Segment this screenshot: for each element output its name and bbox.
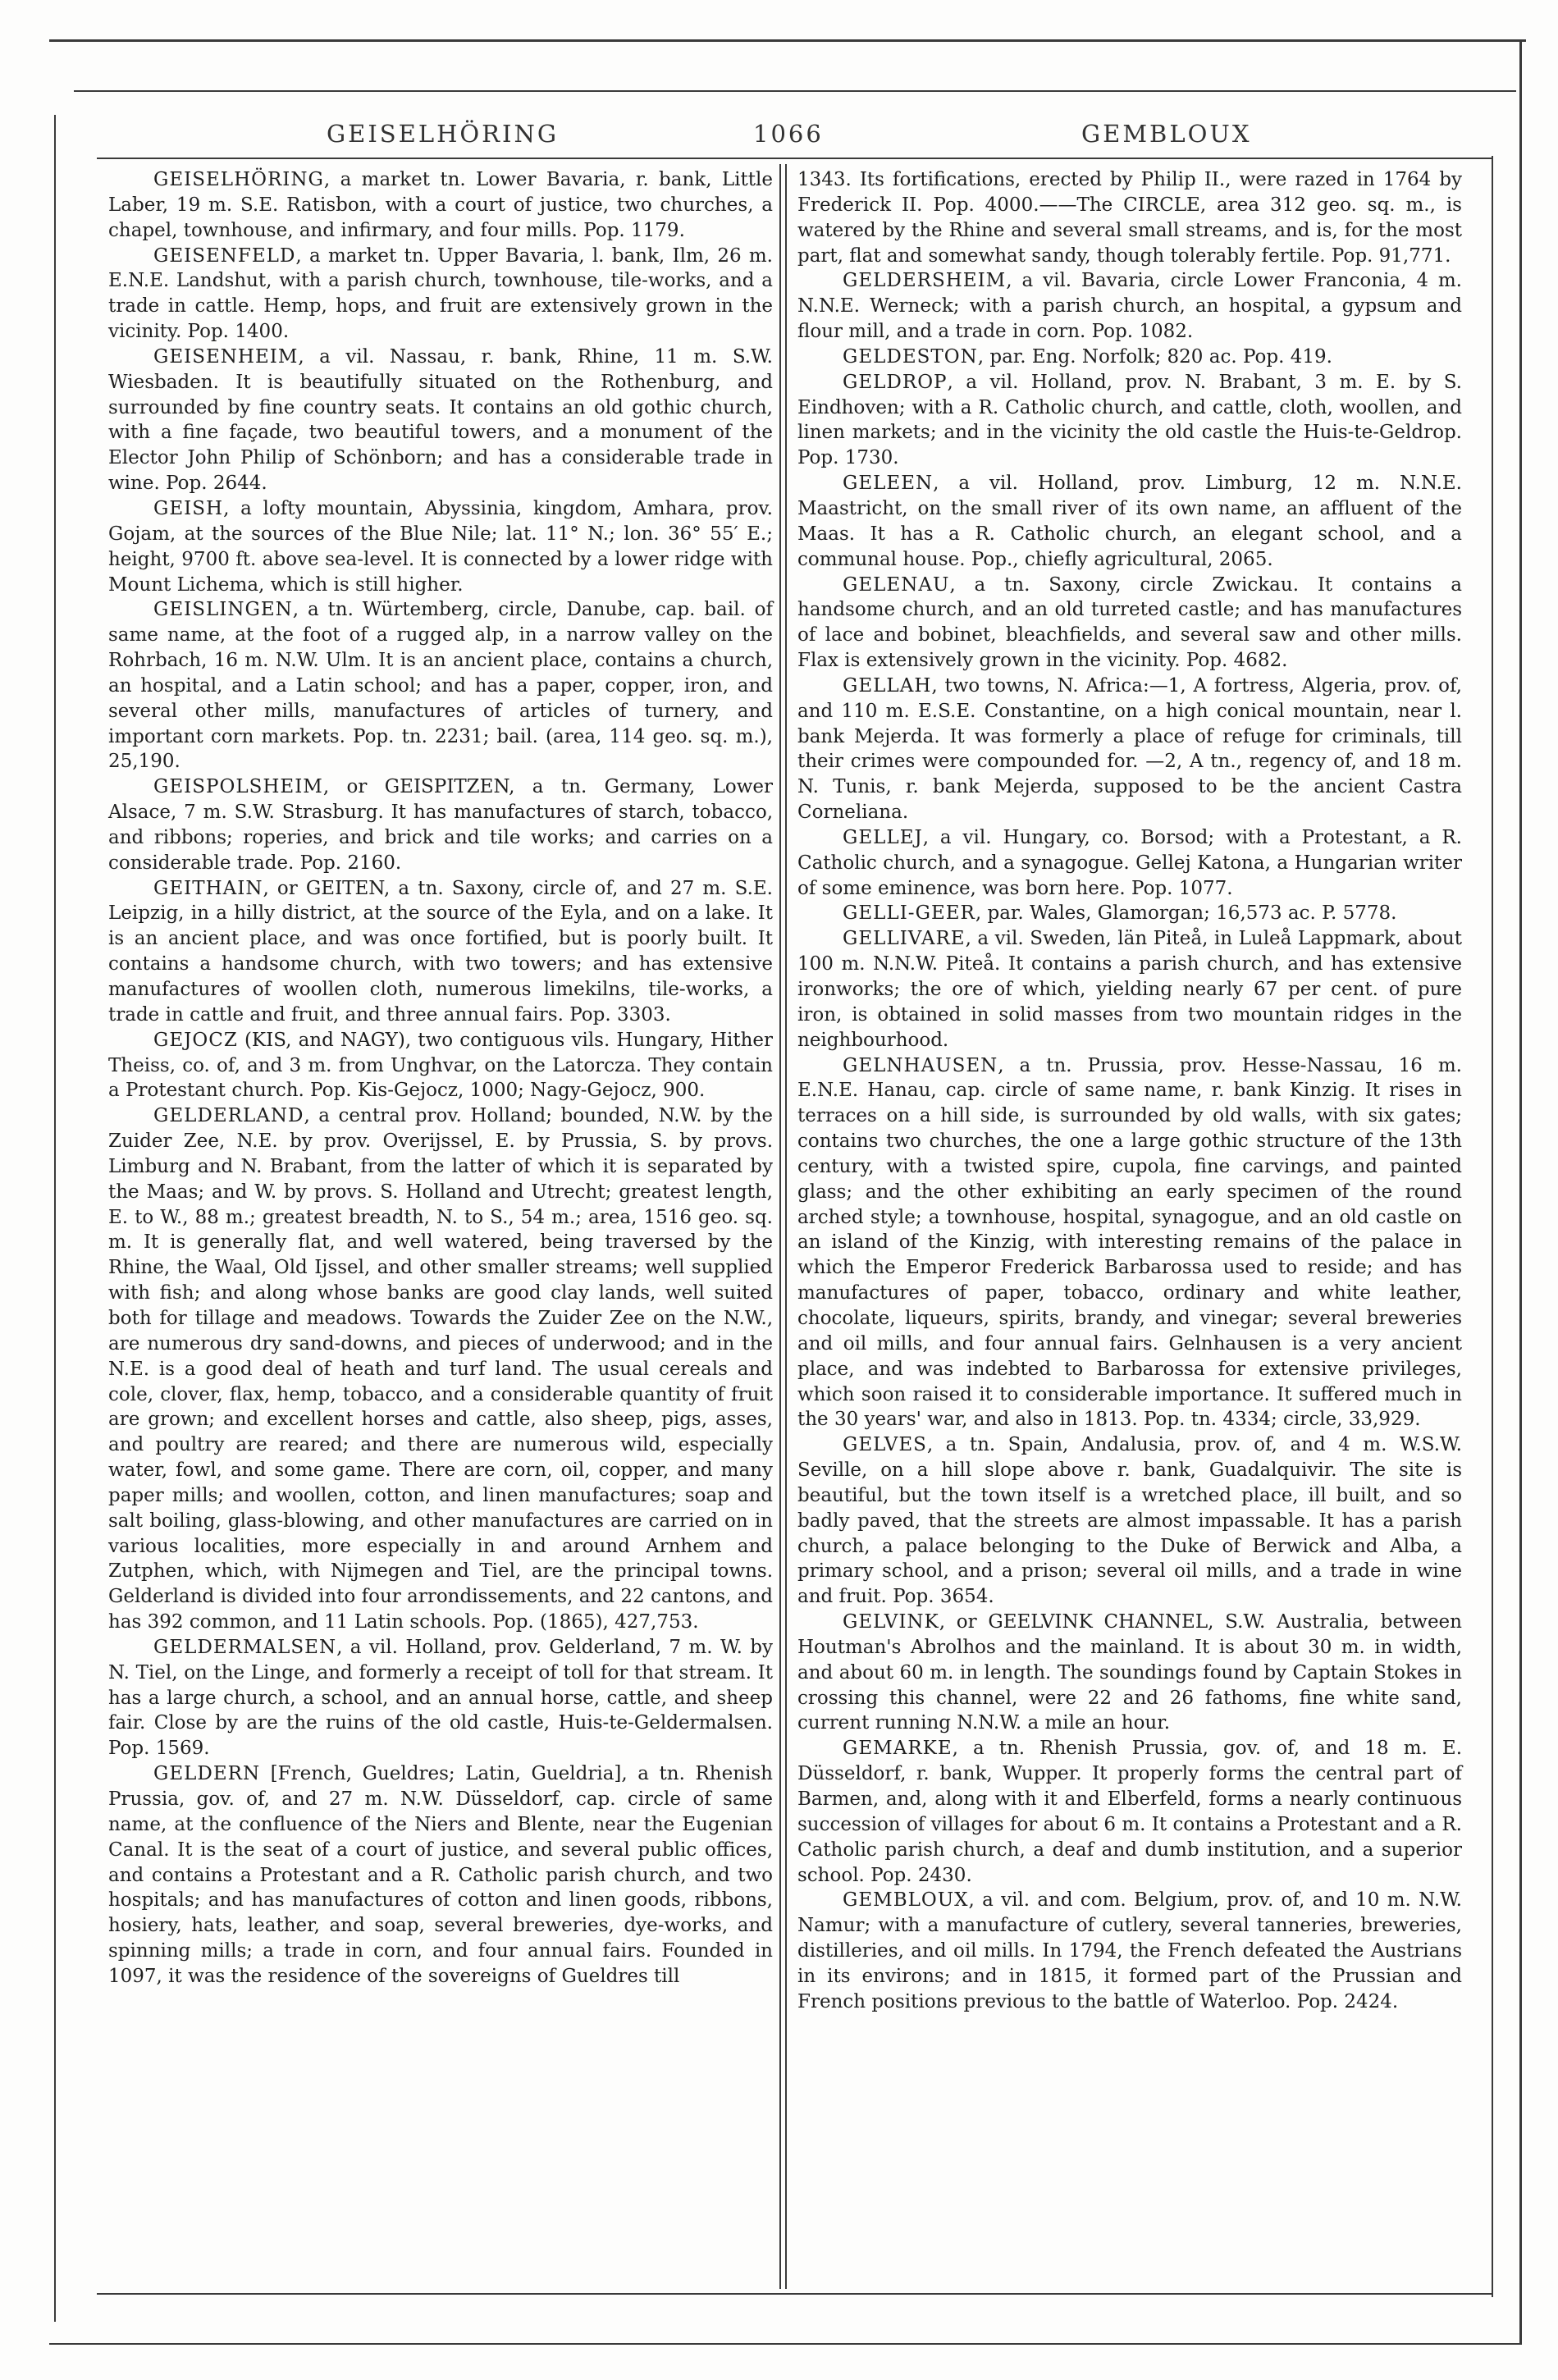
entry-text: , a vil. Nassau, r. bank, Rhine, 11 m. S.W. Wiesbaden. It is beautifully situated on the Rothenburg, and surrounded by fine country seats. It contains an old gothic church, with a fine façade, two beautiful towers, and a monument of the Elector John Philip of Schönborn; and has a considerable trade in wine. Pop. 2644.: [108, 345, 773, 495]
entry-headword: GELLAH: [843, 674, 932, 697]
top-rule-outer: [49, 39, 1526, 42]
entry: [108, 1103, 773, 1635]
entry-headword: GELDROP: [843, 371, 948, 393]
entry: [797, 471, 1462, 572]
entry: [108, 1635, 773, 1761]
entry-text: , a vil. Bavaria, circle Lower Franconia, 4 m. N.N.E. Werneck; with a parish church, an hospital, a gypsum and flour mill, and a trade in corn. Pop. 1082.: [797, 270, 1462, 343]
entry-headword: GEISLINGEN: [153, 599, 293, 621]
entry-continuation: [797, 167, 1462, 268]
entry: [797, 926, 1462, 1053]
entry: [797, 573, 1462, 674]
entry-text: , or GEITEN, a tn. Saxony, circle of, and 27 m. S.E. Leipzig, in a hilly district, at the source of the Eyla, and on a lake. It is an ancient place, and was once fortified, but is poorly built. It contains a handsome church, with two towers; and has extensive manufactures of woollen cloth, numerous limekilns, tile-works, a trade in cattle and fruit, and three annual fairs. Pop. 3303.: [108, 877, 773, 1026]
entry-headword: GEISENFELD: [153, 244, 296, 267]
entry-text: , or GEELVINK CHANNEL, S.W. Australia, between Houtman's Abrolhos and the mainland. It is about 30 m. in width, and about 60 m. in length. The soundings found by Captain Stokes in crossing this channel, were 22 and 26 fathoms, fine white sand, current running N.N.W. a mile an hour.: [797, 1611, 1462, 1734]
entry-headword: GELLI-GEER: [843, 902, 975, 925]
entry-headword: GEITHAIN: [153, 877, 263, 899]
entry-text: , a vil. Holland, prov. Limburg, 12 m. N.N.E. Maastricht, on the small river of its own name, an affluent of the Maas. It has a R. Catholic church, an elegant school, and a communal house. Pop., chiefly agricultural, 2065.: [797, 473, 1462, 570]
bottom-rule-outer: [49, 2343, 1521, 2345]
footer-rule: [97, 2293, 1492, 2295]
header-rule: [97, 158, 1492, 159]
entry: [797, 901, 1462, 926]
entry-text: , a tn. Prussia, prov. Hesse-Nassau, 16 m. E.N.E. Hanau, cap. circle of same name, r. bank Kinzig. It rises in terraces on a hill side, is surrounded by old walls, with six gates; contains two churches, the one a large gothic structure of the 13th century, with a twisted spire, cupola, fine carvings, and painted glass; and the other exhibiting an early specimen of the round arched style; a townhouse, hospital, synagogue, and an old castle on an island of the Kinzig, with interesting remains of the palace in which the Emperor Frederick Barbarossa used to reside; and has manufactures of paper, tobacco, ordinary and white leather, chocolate, liqueurs, spirits, brandy, and vinegar; several breweries and oil mills, and four annual fairs. Gelnhausen is a very ancient place, and was indebted to Barbarossa for extensive privileges, which soon raised it to considerable importance. It suffered much in the 30 years' war, and also in 1813. Pop. tn. 4334; circle, 33,929.: [797, 1054, 1462, 1431]
entry-text: , two towns, N. Africa:—1, A fortress, Algeria, prov. of, and 110 m. E.S.E. Constantine, on a high conical mountain, near l. bank Mejerda. It was formerly a place of refuge for criminals, till their crimes were compounded for. —2, A tn., regency of, and 18 m. N. Tunis, r. bank Mejerda, supposed to be the ancient Castra Corneliana.: [797, 674, 1462, 824]
left-rule: [54, 115, 56, 2322]
entry-headword: GELDERMALSEN: [153, 1636, 337, 1658]
entry-headword: GEISH: [153, 497, 224, 519]
entry-text: , a tn. Würtemberg, circle, Danube, cap. bail. of same name, at the foot of a rugged alp, in a narrow valley on the Rohrbach, 16 m. N.W. Ulm. It is an ancient place, contains a church, an hospital, and a Latin school; and has a paper, copper, iron, and several other mills, manufactures of articles of turnery, and important corn markets. Pop. tn. 2231; bail. (area, 114 geo. sq. m.), 25,190.: [108, 599, 773, 773]
entry-headword: GELDERN: [153, 1763, 261, 1785]
left-column: [108, 167, 773, 1989]
entry-headword: GELDERLAND: [153, 1105, 304, 1127]
entry-text: , par. Wales, Glamorgan; 16,573 ac. P. 5778.: [975, 902, 1397, 925]
entry-text: , a vil. and com. Belgium, prov. of, and 10 m. N.W. Namur; with a manufacture of cutlery, several tanneries, breweries, distilleries, and oil mills. In 1794, the French defeated the Austrians in its environs; and in 1815, it formed part of the Prussian and French positions previous to the battle of Waterloo. Pop. 2424.: [797, 1889, 1462, 2012]
entry-headword: GELVES: [843, 1434, 927, 1456]
entry-headword: GELNHAUSEN: [843, 1054, 998, 1076]
entry-headword: GELLEJ: [843, 826, 923, 848]
header-left-word: GEISELHÖRING: [327, 120, 559, 148]
entry-text: 1343. Its fortifications, erected by Philip II., were razed in 1764 by Frederick II. Pop. 4000.——The CIRCLE, area 312 geo. sq. m., is watered by the Rhine and several small streams, and is, for the most part, flat and somewhat sandy, though tolerably fertile. Pop. 91,771.: [797, 169, 1462, 267]
running-header: [105, 113, 1492, 154]
entry: [108, 496, 773, 597]
entry: [108, 244, 773, 345]
entry: [797, 1888, 1462, 2014]
entry: [797, 1432, 1462, 1610]
right-rule-outer: [1519, 39, 1522, 2345]
entry-text: , a market tn. Lower Bavaria, r. bank, Little Laber, 19 m. S.E. Ratisbon, with a court of justice, two churches, a chapel, townhouse, and infirmary, and four mills. Pop. 1179.: [108, 169, 773, 241]
entry: [797, 1053, 1462, 1433]
entry: [108, 876, 773, 1028]
entry: [797, 1736, 1462, 1888]
entry: [108, 1028, 773, 1104]
entry: [797, 345, 1462, 370]
entry: [797, 1610, 1462, 1736]
entry-headword: GELDERSHEIM: [843, 270, 1007, 292]
entry-text: , a tn. Spain, Andalusia, prov. of, and 4 m. W.S.W. Seville, on a hill slope above r. bank, Guadalquivir. The site is beautiful, but the town itself is a wretched place, ill built, and so badly paved, that the streets are almost impassable. It has a parish church, a palace belonging to the Duke of Berwick and Alba, a primary school, and a prison; several oil mills, and a trade in wine and fruit. Pop. 3654.: [797, 1434, 1462, 1608]
entry-text: (KIS, and NAGY), two contiguous vils. Hungary, Hither Theiss, co. of, and 3 m. from Unghvar, on the Latorcza. They contain a Protestant church. Pop. Kis-Gejocz, 1000; Nagy-Gejocz, 900.: [108, 1029, 773, 1102]
entry-text: , a vil. Holland, prov. N. Brabant, 3 m. E. by S. Eindhoven; with a R. Catholic church, and cattle, cloth, woollen, and linen markets; and in the vicinity the old castle the Huis-te-Geldrop. Pop. 1730.: [797, 371, 1462, 469]
header-right-word: GEMBLOUX: [1081, 120, 1252, 148]
entry: [108, 774, 773, 875]
entry-headword: GEJOCZ: [153, 1029, 238, 1051]
entry-headword: GELLIVARE: [843, 928, 966, 950]
column-rule-b: [785, 164, 787, 2289]
entry-text: [French, Gueldres; Latin, Gueldria], a tn. Rhenish Prussia, gov. of, and 27 m. N.W. Düsseldorf, cap. circle of same name, at the confluence of the Niers and Blente, near the Eugenian Canal. It is the seat of a court of justice, and several public offices, and contains a Protestant and a R. Catholic parish church, and two hospitals; and has manufactures of cotton and linen goods, ribbons, hosiery, hats, leather, and soap, several breweries, dye-works, and spinning mills; a trade in corn, and four annual fairs. Founded in 1097, it was the residence of the sovereigns of Gueldres till: [108, 1763, 773, 1987]
column-rule-a: [779, 164, 781, 2289]
entry: [797, 674, 1462, 825]
right-column: [797, 167, 1462, 2015]
entry: [108, 1761, 773, 1989]
entry-headword: GEMARKE: [843, 1738, 953, 1760]
entry-headword: GEISELHÖRING: [153, 169, 324, 190]
entry-text: , a vil. Sweden, län Piteå, in Luleå Lappmark, about 100 m. N.N.W. Piteå. It contains a parish church, and has extensive ironworks; the ore of which, yielding nearly 67 per cent. of pure iron, is obtained in solid masses from two mountain ridges in the neighbourhood.: [797, 928, 1462, 1051]
entry: [797, 825, 1462, 902]
entry-text: , a vil. Hungary, co. Borsod; with a Protestant, a R. Catholic church, and a synagogue. Gellej Katona, a Hungarian writer of some eminence, was born here. Pop. 1077.: [797, 826, 1462, 899]
entry-headword: GEMBLOUX: [843, 1889, 969, 1912]
entry-text: , a market tn. Upper Bavaria, l. bank, Ilm, 26 m. E.N.E. Landshut, with a parish church, townhouse, tile-works, and a trade in cattle. Hemp, hops, and fruit are extensively grown in the vicinity. Pop. 1400.: [108, 244, 773, 343]
entry-text: , par. Eng. Norfolk; 820 ac. Pop. 419.: [977, 345, 1332, 368]
top-rule-inner: [74, 90, 1516, 92]
entry-text: , a lofty mountain, Abyssinia, kingdom, Amhara, prov. Gojam, at the sources of the Blue Nile; lat. 11° N.; lon. 36° 55′ E.; height, 9700 ft. above sea-level. It is connected by a lower ridge with Mount Lichema, which is still higher.: [108, 497, 773, 596]
entry: [108, 345, 773, 496]
page-number: 1066: [753, 120, 824, 148]
entry: [797, 268, 1462, 345]
entry-headword: GELVINK: [843, 1611, 939, 1633]
entry-text: , or GEISPITZEN, a tn. Germany, Lower Alsace, 7 m. S.W. Strasburg. It has manufactures of starch, tobacco, and ribbons; roperies, and brick and tile works; and carries on a considerable trade. Pop. 2160.: [108, 776, 773, 874]
entry-text: , a vil. Holland, prov. Gelderland, 7 m. W. by N. Tiel, on the Linge, and formerly a receipt of toll for that stream. It has a large church, a school, and an annual horse, cattle, and sheep fair. Close by are the ruins of the old castle, Huis-te-Geldermalsen. Pop. 1569.: [108, 1636, 773, 1760]
entry-text: , a tn. Rhenish Prussia, gov. of, and 18 m. E. Düsseldorf, r. bank, Wupper. It properly forms the central part of Barmen, and, along with it and Elberfeld, forms a nearly continuous succession of villages for about 6 m. It contains a Protestant and a R. Catholic parish church, a deaf and dumb institution, and a superior school. Pop. 2430.: [797, 1738, 1462, 1886]
entry-headword: GELENAU: [843, 573, 950, 596]
entry-headword: GELDESTON: [843, 345, 978, 368]
entry-headword: GELEEN: [843, 473, 934, 495]
entry: [108, 597, 773, 774]
entry-text: , a tn. Saxony, circle Zwickau. It contains a handsome church, and an old turreted castle; and has manufactures of lace and bobinet, bleachfields, and several saw and other mills. Flax is extensively grown in the vicinity. Pop. 4682.: [797, 573, 1462, 672]
right-inner-rule: [1492, 156, 1493, 2297]
entry-headword: GEISENHEIM: [153, 345, 299, 368]
entry-text: , a central prov. Holland; bounded, N.W. by the Zuider Zee, N.E. by prov. Overijssel, E. by Prussia, S. by provs. Limburg and N. Brabant, from the latter of which it is separated by the Maas; and W. by provs. S. Holland and Utrecht; greatest length, E. to W., 88 m.; greatest breadth, N. to S., 54 m.; area, 1516 geo. sq. m. It is generally flat, and well watered, being traversed by the Rhine, the Waal, Old Ijssel, and other smaller streams; well supplied with fish; and along whose banks are good clay lands, well suited both for tillage and meadows. Towards the Zuider Zee on the N.W., are numerous dry sand-downs, and pieces of underwood; and in the N.E. is a good deal of heath and turf land. The usual cereals and cole, clover, flax, hemp, tobacco, and a considerable quantity of fruit are grown; and excellent horses and cattle, also sheep, pigs, asses, and poultry are reared; and there are numerous wild, especially water, fowl, and some game. There are corn, oil, copper, and many paper mills; and woollen, cotton, and linen manufactures; soap and salt boiling, glass-blowing, and other manufactures are carried on in various localities, more especially in and around Arnhem and Zutphen, which, with Nijmegen and Tiel, are the principal towns. Gelderland is divided into four arrondissements, and 22 cantons, and has 392 common, and 11 Latin schools. Pop. (1865), 427,753.: [108, 1105, 773, 1633]
entry: [797, 370, 1462, 471]
entry: [108, 167, 773, 244]
entry-headword: GEISPOLSHEIM: [153, 776, 323, 798]
